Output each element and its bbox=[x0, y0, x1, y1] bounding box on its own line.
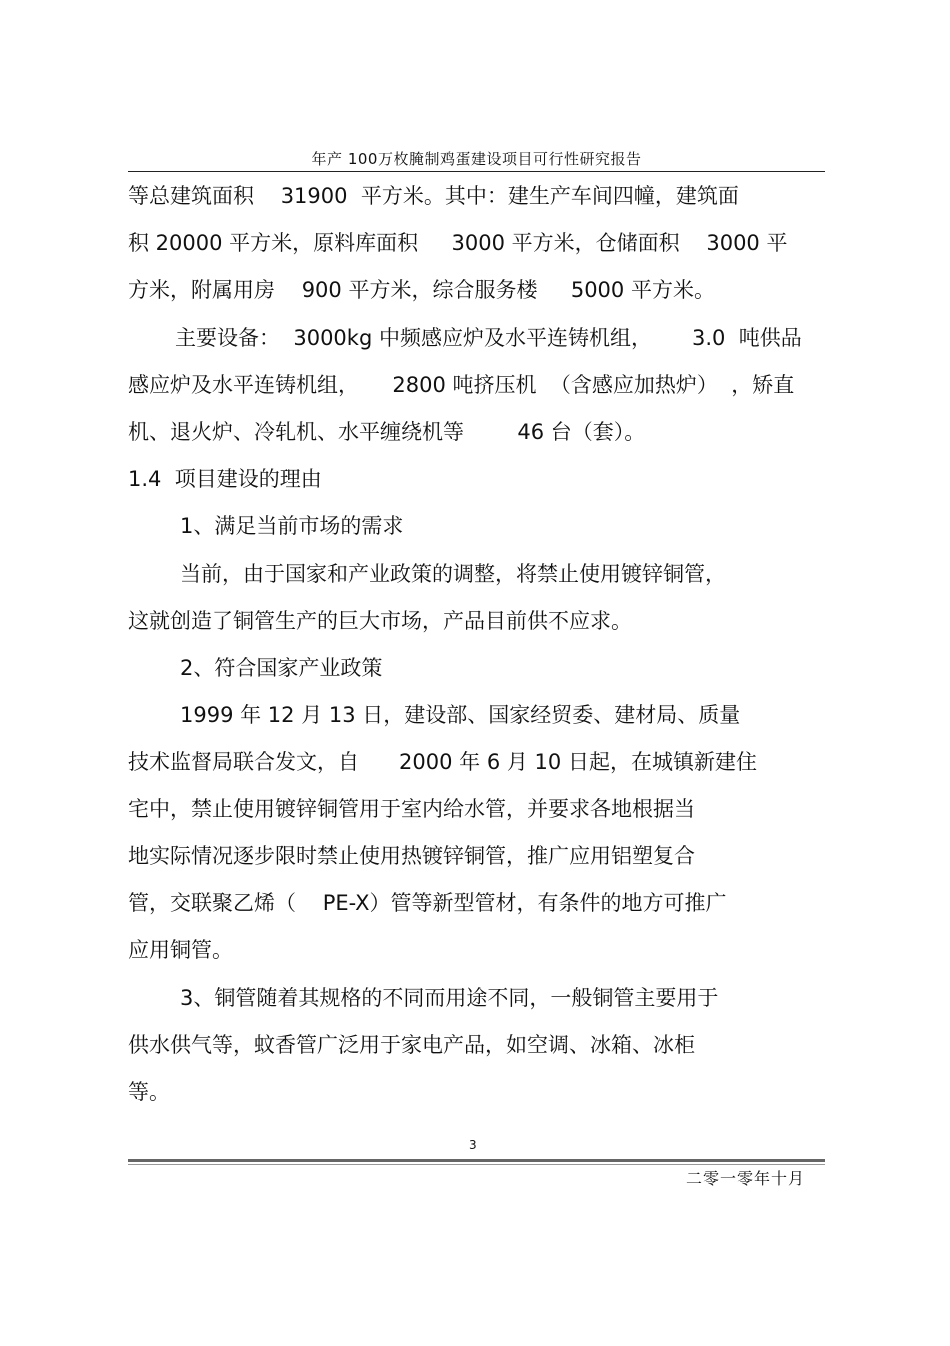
body-line: 等总建筑面积 31900 平方米。其中：建生产车间四幢，建筑面 bbox=[128, 184, 739, 208]
header-rule bbox=[128, 171, 825, 172]
footer-rule-thin bbox=[128, 1164, 825, 1165]
body-line: 这就创造了铜管生产的巨大市场，产品目前供不应求。 bbox=[128, 609, 632, 633]
body-line: 应用铜管。 bbox=[128, 938, 233, 962]
body-line: 等。 bbox=[128, 1080, 170, 1104]
body-line: 宅中，禁止使用镀锌铜管用于室内给水管，并要求各地根据当 bbox=[128, 797, 695, 821]
page-number: 3 bbox=[469, 1138, 477, 1152]
body-line: 技术监督局联合发文，自 2000 年 6 月 10 日起，在城镇新建住 bbox=[128, 750, 757, 774]
body-line: 3、铜管随着其规格的不同而用途不同，一般铜管主要用于 bbox=[180, 986, 719, 1010]
body-line: 1999 年 12 月 13 日，建设部、国家经贸委、建材局、质量 bbox=[180, 703, 741, 727]
footer-rule bbox=[128, 1159, 825, 1162]
subsection-heading: 1、满足当前市场的需求 bbox=[180, 514, 404, 538]
body-line: 供水供气等，蚊香管广泛用于家电产品，如空调、冰箱、冰柜 bbox=[128, 1033, 695, 1057]
body-line: 方米，附属用房 900 平方米，综合服务楼 5000 平方米。 bbox=[128, 278, 715, 302]
body-line: 感应炉及水平连铸机组， 2800 吨挤压机 （含感应加热炉） ，矫直 bbox=[128, 373, 795, 397]
body-line: 积 20000 平方米，原料库面积 3000 平方米，仓储面积 3000 平 bbox=[128, 231, 788, 255]
body-line: 主要设备： 3000kg 中频感应炉及水平连铸机组， 3.0 吨供品 bbox=[175, 326, 802, 350]
footer-date: 二零一零年十月 bbox=[686, 1169, 806, 1188]
page-header-title: 年产 100万枚腌制鸡蛋建设项目可行性研究报告 bbox=[311, 150, 642, 168]
subsection-heading: 2、符合国家产业政策 bbox=[180, 656, 383, 680]
body-line: 管，交联聚乙烯（ PE-X）管等新型管材，有条件的地方可推广 bbox=[128, 891, 727, 915]
body-line: 当前，由于国家和产业政策的调整，将禁止使用镀锌铜管， bbox=[180, 562, 726, 586]
section-heading: 1.4 项目建设的理由 bbox=[128, 467, 322, 491]
body-line: 机、退火炉、冷轧机、水平缠绕机等 46 台（套）。 bbox=[128, 420, 646, 444]
body-line: 地实际情况逐步限时禁止使用热镀锌铜管，推广应用铝塑复合 bbox=[128, 844, 695, 868]
